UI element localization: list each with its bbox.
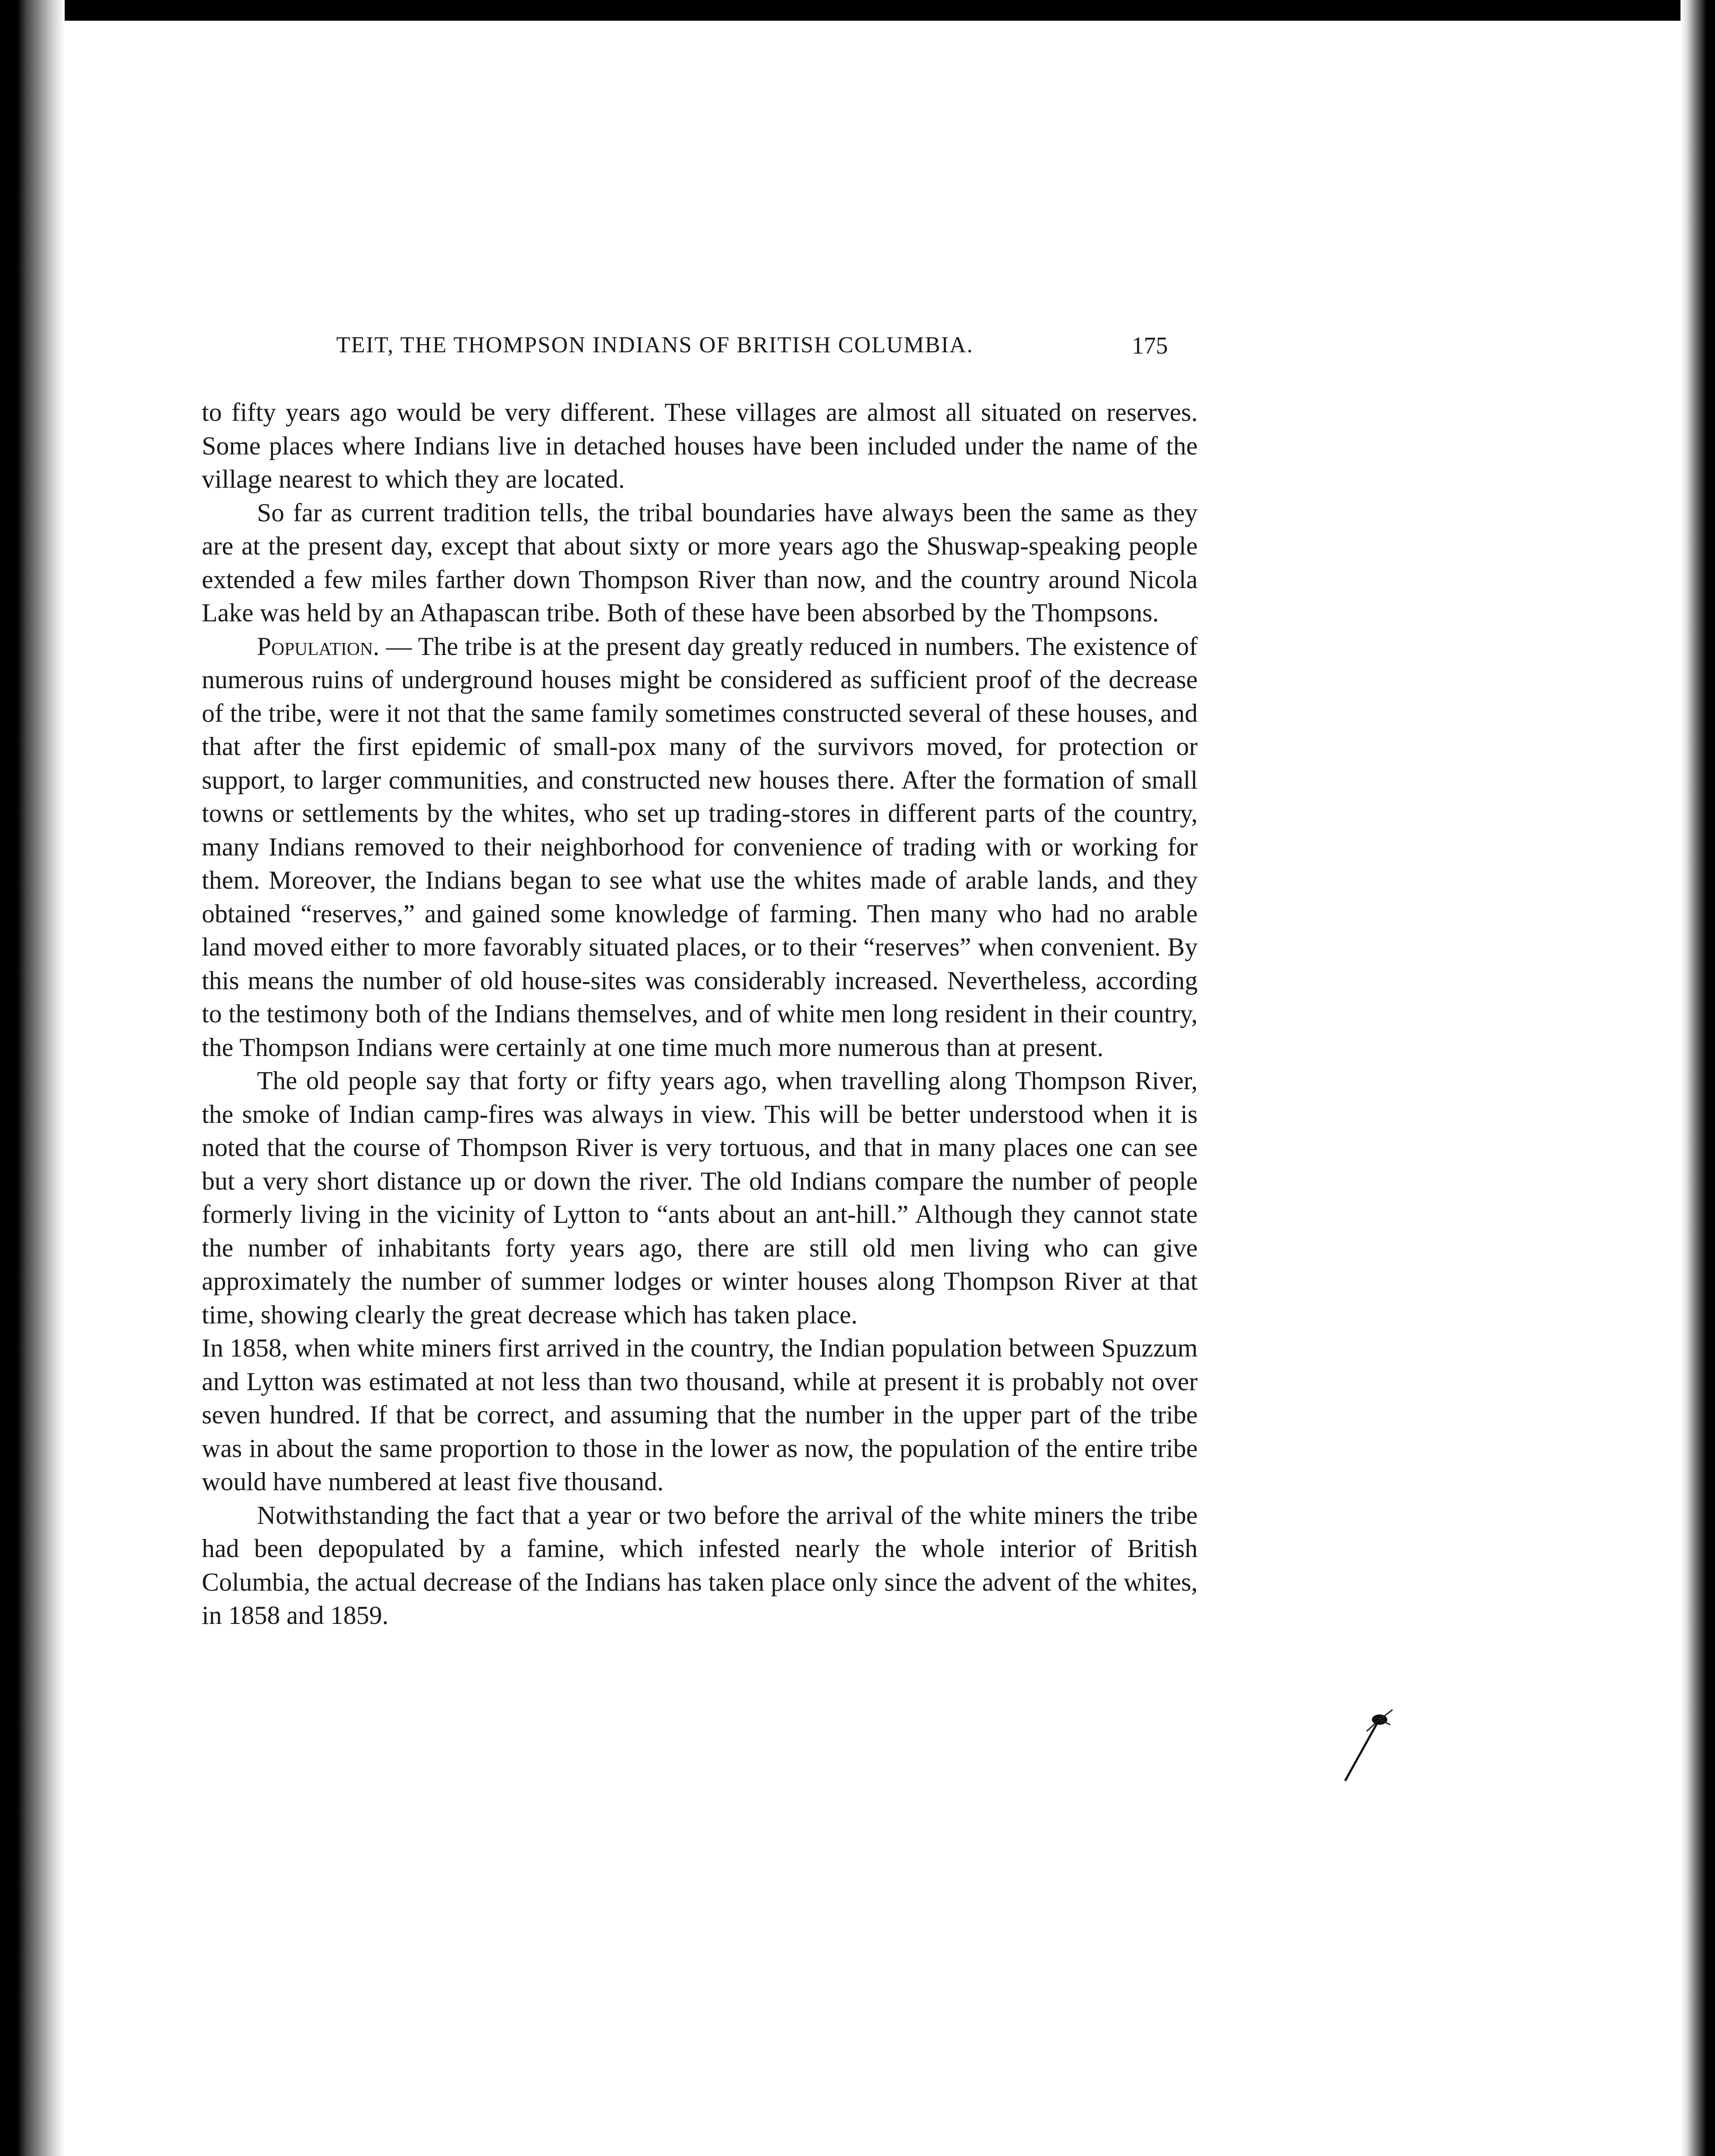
paragraph-2: So far as current tradition tells, the tribal boundaries have always been the same as they are at the present day, except that about sixty or more years ago the Shuswap-speaking people extended a few miles farther down Thompson River than now, and the country around Nicola Lake was held by an Athapascan tribe. Both of these have been absorbed by the Thompsons. [202,498,1198,627]
paragraph-1: to fifty years ago would be very different. These villages are almost all situated on reserves. Some places where Indians live in detached houses have been included under the name of the village nearest to which they are located. [202,398,1198,493]
paragraph-6: Notwithstanding the fact that a year or two before the arrival of the white miners the tribe had been depopulated by a famine, which infested nearly the whole interior of British Columbia, the actual decrease of the Indians has taken place only since the advent of the whites, in 1858 and 1859. [202,1501,1198,1630]
scan-border-right [1681,0,1715,2156]
body-text [202,396,1198,1633]
paragraph-5: In 1858, when white miners first arrived in the country, the Indian population between Spuzzum and Lytton was estimated at not less than two thousand, while at present it is probably not over seven hundred. If that be correct, and assuming that the number in the upper part of the tribe was in about the same proportion to those in the lower as now, the population of the entire tribe would have numbered at least five thousand. [202,1334,1198,1496]
paragraph-3-text: The tribe is at the present day greatly reduced in numbers. The existence of numerous ruins of underground houses might be considered as sufficient proof of the decrease of the tribe, were it not that the same family sometimes constructed several of these houses, and that after the first epidemic of small-pox many of the survivors moved, for protection or support, to larger communities, and constructed new houses there. After the formation of small towns or settlements by the whites, who set up trading-stores in different parts of the country, many Indians removed to their neighborhood for convenience of trading with or working for them. Moreover, the Indians began to see what use the whites made of arable lands, and they obtained “reserves,” and gained some knowledge of farming. Then many who had no arable land moved either to more favorably situated places, or to their “reserves” when convenient. By this means the number of old house-sites was considerably increased. Nevertheless, according to the testimony both of the Indians themselves, and of white men long resident in their country, the Thompson Indians were certainly at one time much more numerous than at present. [202,632,1198,1062]
paragraph-4: The old people say that forty or fifty years ago, when travelling along Thompson River, the smoke of Indian camp-fires was always in view. This will be better understood when it is noted that the course of Thompson River is very tortuous, and that in many places one can see but a very short distance up or down the river. The old Indians compare the number of people formerly living in the vicinity of Lytton to “ants about an ant-hill.” Although they cannot state the number of inhabitants forty years ago, there are still old men living who can give approximately the number of summer lodges or winter houses along Thompson River at that time, showing clearly the great decrease which has taken place. [202,1066,1198,1329]
scan-border-top [0,0,1715,21]
scan-border-left [0,0,65,2156]
page-number: 175 [1132,332,1168,359]
paragraph-3 [202,630,1198,1065]
insect-specimen-icon [1336,1699,1397,1785]
section-heading-population: Population. — [257,632,412,661]
running-title: TEIT, THE THOMPSON INDIANS OF BRITISH COLUMBIA. [336,332,973,357]
